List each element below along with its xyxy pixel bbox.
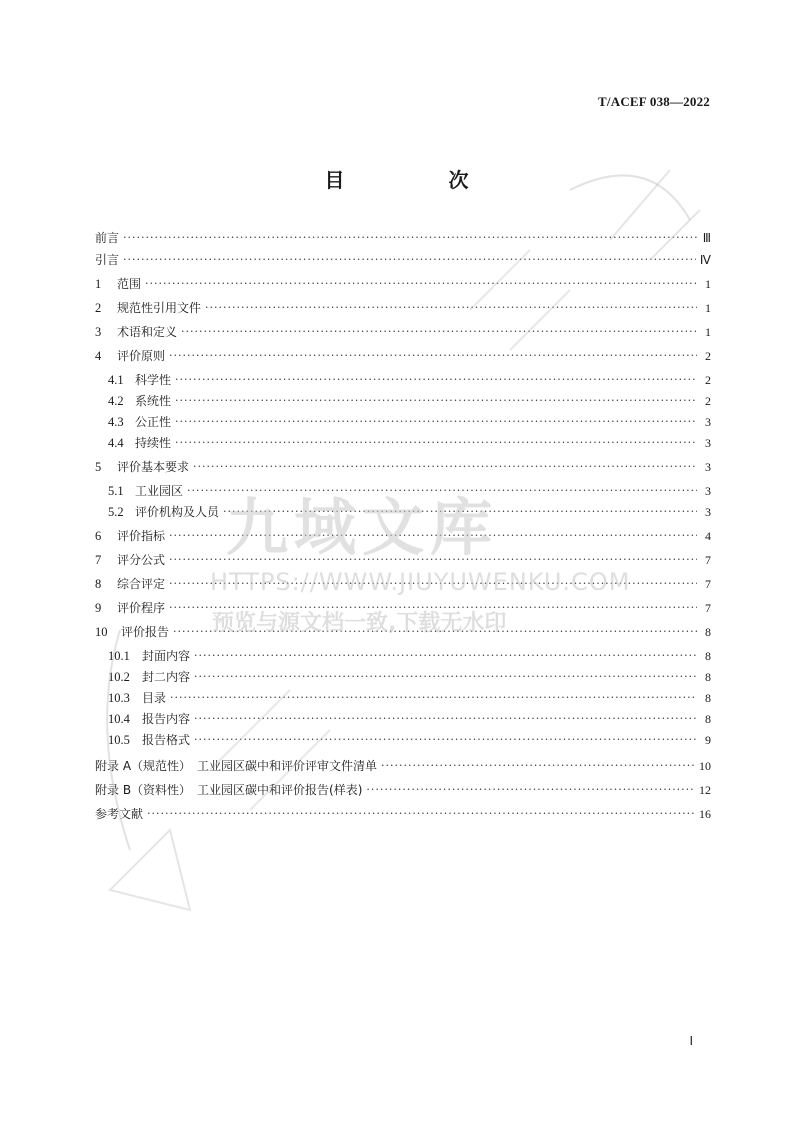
toc-entry-number: 4.4 [108,436,124,450]
toc-entry-label: 评价机构及人员 [135,505,220,519]
toc-entry-label: 综合评定 [117,577,166,591]
toc-entry[interactable] [95,779,711,801]
toc-entry[interactable] [95,345,711,367]
toc-entry-label: 封二内容 [142,670,191,684]
toc-dot-leader [123,227,697,249]
toc-dot-leader [194,645,697,667]
toc-entry-label: 系统性 [135,394,172,408]
toc-entry-label: 评分公式 [117,553,166,567]
page-number: Ⅰ [689,1034,693,1048]
toc-entry-label: 报告内容 [142,712,191,726]
toc-entry[interactable] [95,803,711,825]
toc-entry-number: 4.1 [108,373,124,387]
toc-dot-leader [169,345,697,367]
toc-entry[interactable] [108,390,711,412]
toc-entry-label: 评价报告 [121,625,170,639]
toc-entry-label: 附录 B（资料性） 工业园区碳中和评价报告(样表) [95,783,363,797]
toc-entry[interactable] [95,597,711,619]
toc-entry-label: 规范性引用文件 [117,301,202,315]
toc-entry-page: 16 [699,807,711,821]
toc-dot-leader [205,297,697,319]
toc-entry-label: 持续性 [135,436,172,450]
toc-entry[interactable] [95,249,711,271]
toc-dot-leader [175,390,697,412]
page-title: 目 次 [324,168,511,192]
toc-entry[interactable] [95,227,711,249]
toc-entry-label: 公正性 [135,415,172,429]
toc-entry-page: Ⅳ [699,253,711,267]
toc-dot-leader [194,666,697,688]
toc-entry[interactable] [95,621,711,643]
toc-dot-leader [147,803,695,825]
toc-entry[interactable] [95,525,711,547]
toc-entry-page: 4 [705,529,711,543]
toc-entry-number: 9 [95,601,102,615]
toc-entry-page: 9 [705,733,711,747]
toc-entry-number: 10.1 [108,649,130,663]
toc-entry-label: 评价程序 [117,601,166,615]
toc-entry-number: 10.5 [108,733,130,747]
toc-entry[interactable] [95,321,711,343]
toc-entry-number: 10.2 [108,670,130,684]
toc-entry-page: 8 [705,712,711,726]
toc-entry[interactable] [108,432,711,454]
toc-entry-number: 10.3 [108,691,130,705]
watermark-note: 预览与源文档一致,下载无水印 [212,611,507,636]
toc-entry[interactable] [108,708,711,730]
toc-entry-page: Ⅲ [702,231,711,245]
toc-entry-number: 5 [95,460,102,474]
toc-entry-page: 7 [705,577,711,591]
toc-dot-leader [194,729,697,751]
toc-entry[interactable] [108,501,711,523]
toc-entry[interactable] [108,480,711,502]
toc-entry-page: 3 [705,436,711,450]
toc-entry[interactable] [95,549,711,571]
toc-entry-page: 7 [705,553,711,567]
toc-dot-leader [193,456,697,478]
toc-dot-leader [169,549,697,571]
toc-entry-number: 2 [95,301,102,315]
toc-entry[interactable] [95,456,711,478]
toc-entry-number: 1 [95,277,102,291]
toc-entry-number: 10 [95,625,108,639]
toc-entry-page: 1 [705,277,711,291]
toc-entry[interactable] [108,645,711,667]
toc-entry-page: 2 [705,349,711,363]
toc-entry-number: 5.2 [108,505,124,519]
toc-entry[interactable] [108,687,711,709]
toc-entry-label: 工业园区 [135,484,184,498]
toc-dot-leader [175,432,697,454]
toc-entry-page: 7 [705,601,711,615]
toc-dot-leader [169,573,697,595]
toc-dot-leader [175,369,697,391]
toc-entry-number: 6 [95,529,102,543]
toc-entry-label: 报告格式 [142,733,191,747]
toc-dot-leader [145,273,697,295]
toc-entry-page: 3 [705,505,711,519]
toc-entry-label: 前言 [95,231,120,245]
watermark-url: HTTPS://WWW.JIUYUWENKU.COM [210,568,631,596]
document-code: T/ACEF 038—2022 [598,94,710,109]
toc-entry[interactable] [108,666,711,688]
toc-dot-leader [381,755,695,777]
toc-entry-page: 3 [705,484,711,498]
toc-dot-leader [366,779,695,801]
toc-entry-label: 评价原则 [117,349,166,363]
toc-entry-number: 10.4 [108,712,130,726]
toc-entry-number: 3 [95,325,102,339]
toc-dot-leader [223,501,697,523]
toc-entry-label: 封面内容 [142,649,191,663]
toc-dot-leader [123,249,696,271]
toc-entry-number: 4.2 [108,394,124,408]
toc-entry-page: 8 [705,691,711,705]
toc-entry-page: 2 [705,394,711,408]
toc-entry[interactable] [95,273,711,295]
toc-entry-page: 12 [699,783,711,797]
toc-entry-page: 8 [705,670,711,684]
toc-entry-label: 科学性 [135,373,172,387]
toc-entry-label: 参考文献 [95,807,144,821]
toc-entry-label: 引言 [95,253,120,267]
toc-entry[interactable] [108,369,711,391]
toc-entry[interactable] [95,755,711,777]
toc-entry-page: 3 [705,460,711,474]
toc-entry[interactable] [108,729,711,751]
toc-entry-page: 8 [705,649,711,663]
toc-entry-page: 3 [705,415,711,429]
toc-entry[interactable] [95,573,711,595]
toc-entry[interactable] [108,411,711,433]
toc-entry-number: 7 [95,553,102,567]
toc-entry-label: 范围 [117,277,142,291]
toc-entry-page: 1 [705,301,711,315]
toc-entry-label: 附录 A（规范性） 工业园区碳中和评价评审文件清单 [95,759,378,773]
toc-dot-leader [169,525,697,547]
toc-entry-page: 1 [705,325,711,339]
toc-entry-label: 术语和定义 [117,325,178,339]
watermark-brand: 九域文库 [226,491,499,564]
toc-entry-number: 8 [95,577,102,591]
toc-dot-leader [173,621,697,643]
toc-entry-page: 10 [699,759,711,773]
toc-entry-page: 8 [705,625,711,639]
toc-entry-label: 评价指标 [117,529,166,543]
toc-dot-leader [175,411,697,433]
toc-dot-leader [194,708,697,730]
toc-dot-leader [181,321,697,343]
toc-dot-leader [170,687,697,709]
toc-entry-label: 目录 [142,691,167,705]
toc-dot-leader [169,597,697,619]
toc-entry-number: 4.3 [108,415,124,429]
toc-entry-number: 5.1 [108,484,124,498]
toc-dot-leader [187,480,697,502]
toc-entry-page: 2 [705,373,711,387]
toc-entry-label: 评价基本要求 [117,460,190,474]
toc-entry-number: 4 [95,349,102,363]
toc-entry[interactable] [95,297,711,319]
